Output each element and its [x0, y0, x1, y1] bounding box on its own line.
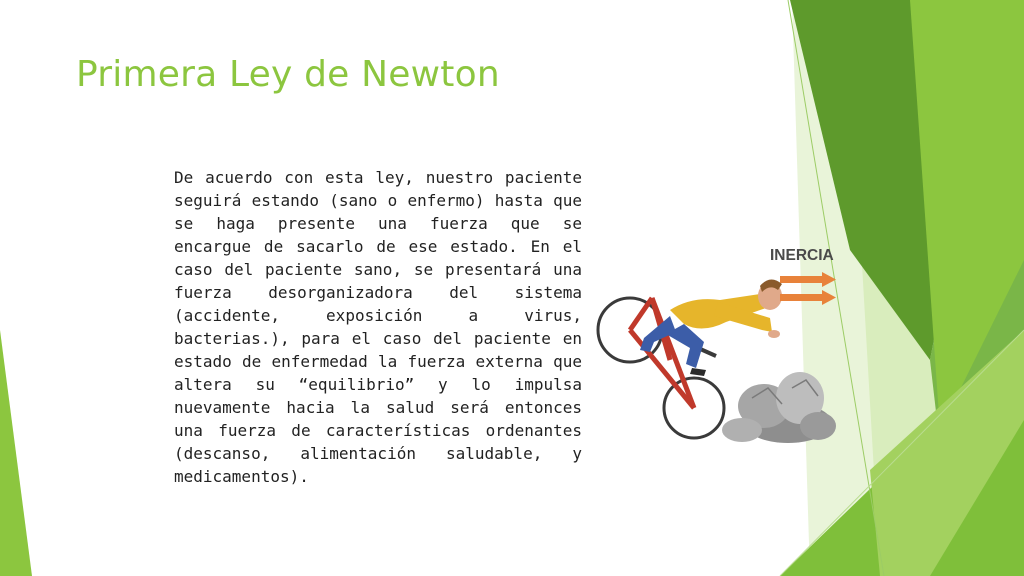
cyclist-icon	[640, 279, 782, 376]
inercia-label: INERCIA	[770, 247, 834, 264]
arrow-icon	[780, 272, 836, 305]
body-paragraph: De acuerdo con esta ley, nuestro paciente seguirá estando (sano o enfermo) hasta que se haga presente una fuerza que se encargue de sacarlo de ese estado. En el caso del paciente sano, se presentará una fuerza desorganizadora del sistema (accidente, exposición a virus, bacterias.), para el caso del paciente en estado de enfermedad la fuerza externa que altera su “equilibrio” y lo impulsa nuevamente hacia la salud será entonces una fuerza de características ordenantes (descanso, alimentación saludable, y medicamentos).	[174, 168, 582, 486]
rocks-icon	[722, 372, 836, 443]
slide-title: Primera Ley de Newton	[76, 54, 500, 95]
inercia-illustration	[592, 238, 838, 448]
left-accent-shape	[0, 330, 32, 576]
